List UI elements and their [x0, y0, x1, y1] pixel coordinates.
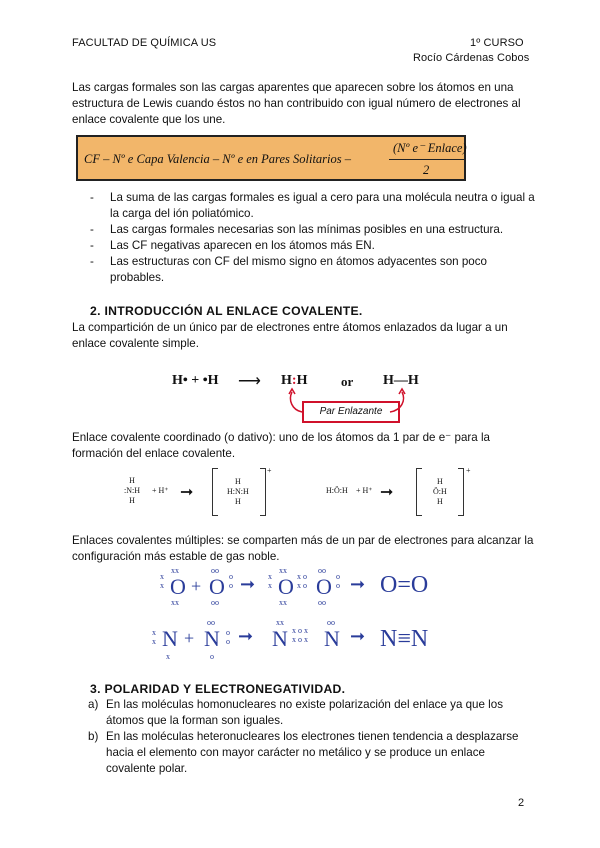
- formula-numerator: (Nº e⁻ Enlace): [393, 141, 467, 155]
- formal-charge-formula: [76, 135, 466, 181]
- dative-bond-diagram: [0, 468, 600, 524]
- header-faculty: FACULTAD DE QUÍMICA US: [72, 37, 217, 49]
- list-item: - Las CF negativas aparecen en los átomos más EN.: [76, 238, 536, 254]
- formula-left: CF – Nº e Capa Valencia – Nº e en Pares Solitarios –: [84, 152, 351, 166]
- o2-double-bond: O=O: [380, 572, 429, 598]
- section-2-title: 2. INTRODUCCIÓN AL ENLACE COVALENTE.: [90, 304, 363, 318]
- formal-charge-rules: [76, 190, 536, 286]
- h2-line: H—H: [383, 373, 419, 388]
- hydronium-bracket: H Ö:H H: [416, 468, 464, 516]
- charge-plus: +: [267, 466, 272, 475]
- formula-fraction-bar: [389, 159, 465, 160]
- polarity-list: [72, 697, 537, 777]
- header-course: 1º CURSO: [470, 37, 524, 49]
- list-item: b) En las moléculas heteronucleares los electrones tienen tendencia a desplazarse hacia el elemento con mayor carácter no metálico y se produce un enlace covalente polar.: [88, 730, 519, 775]
- h2-bond-diagram: [0, 368, 600, 430]
- list-item: - La suma de las cargas formales es igual a cero para una molécula neutra o igual a la carga del ión poliatómico.: [76, 190, 536, 222]
- ammonium-bracket: H H:N:H H: [212, 468, 266, 516]
- list-item: a) En las moléculas homonucleares no existe polarización del enlace ya que los átomos que la forman son iguales.: [88, 698, 503, 727]
- header-author: Rocío Cárdenas Cobos: [413, 52, 530, 64]
- page-number: 2: [518, 797, 525, 809]
- h2o-structure: H:Ö:H: [326, 486, 348, 495]
- arrow-icon: ⟶: [238, 373, 261, 390]
- plus-h-ion: + H⁺: [356, 486, 373, 495]
- charge-plus: +: [466, 466, 471, 475]
- h2-lewis: H:H: [281, 373, 308, 388]
- n2-bond-diagram: x x N x + N oo o o o ➞ N xx x o x x o x N oo ➞ N≡N: [152, 618, 429, 661]
- or-word: or: [341, 374, 354, 389]
- arrow-icon: ➞: [180, 484, 194, 501]
- intro-paragraph: Las cargas formales son las cargas aparentes que aparecen sobre los átomos en una estructura de Lewis cuando éstos no han contribuido con igual número de electrones al enlace covalente que los une.: [72, 81, 521, 126]
- plus-h-ion: + H⁺: [152, 486, 169, 495]
- h-radicals: H• + •H: [172, 373, 219, 388]
- n2-triple-bond: N≡N: [380, 626, 429, 652]
- bonding-pair-label: Par Enlazante: [302, 401, 400, 423]
- section-2-paragraph-3: Enlaces covalentes múltiples: se comparten más de un par de electrones para alcanzar la configuración más estable de gas noble.: [72, 534, 534, 563]
- list-item: - Las cargas formales necesarias son las mínimas posibles en una estructura.: [76, 222, 536, 238]
- formula-denominator: 2: [423, 163, 430, 177]
- o2-bond-diagram: x x O xx xx + O oo oo o o ➞ x x O xx xx x o x o O oo oo o o ➞ O=O: [160, 566, 429, 607]
- list-item: - Las estructuras con CF del mismo signo en átomos adyacentes son poco probables.: [76, 254, 536, 286]
- section-2-paragraph-1: La compartición de un único par de electrones entre átomos enlazados da lugar a un enlace covalente simple.: [72, 321, 508, 350]
- arrow-icon: ➞: [380, 484, 394, 501]
- section-3-title: 3. POLARIDAD Y ELECTRONEGATIVIDAD.: [90, 682, 346, 696]
- nh3-structure: H :N:H H: [124, 476, 140, 505]
- section-2-paragraph-2: Enlace covalente coordinado (o dativo): uno de los átomos da 1 par de e⁻ para la formación del enlace covalente.: [72, 431, 490, 460]
